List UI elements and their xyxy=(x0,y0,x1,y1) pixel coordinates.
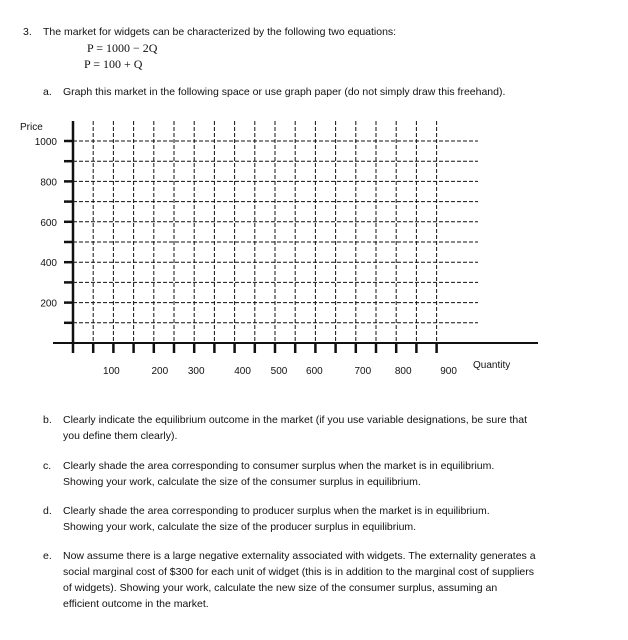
part-letter: c. xyxy=(43,460,52,472)
x-tick-label: 700 xyxy=(354,366,372,377)
y-axis-label: Price xyxy=(20,122,43,133)
y-tick-label: 200 xyxy=(40,298,57,310)
x-tick-label: 500 xyxy=(270,366,288,377)
part-d-text: Clearly shade the area corresponding to producer surplus when the market is in equilibrium. xyxy=(63,505,490,517)
part-b-text: Clearly indicate the equilibrium outcome in the market (if you use variable designations, be sure that xyxy=(63,414,527,426)
x-tick-label: 200 xyxy=(151,366,169,377)
x-tick-label: 600 xyxy=(306,366,323,377)
part-c-text: Showing your work, calculate the size of the consumer surplus in equilibrium. xyxy=(63,476,421,488)
demand-equation: P = 1000 − 2Q xyxy=(87,41,158,55)
part-b-text: you define them clearly). xyxy=(63,430,178,442)
part-letter: b. xyxy=(43,414,52,426)
part-c-text: Clearly shade the area corresponding to consumer surplus when the market is in equilibrium. xyxy=(63,460,495,472)
question-number: 3. xyxy=(23,26,32,38)
part-e-text: efficient outcome in the market. xyxy=(63,598,209,610)
y-tick-label: 800 xyxy=(40,177,57,189)
x-tick-label: 900 xyxy=(440,366,457,377)
y-tick-label: 600 xyxy=(40,217,57,229)
part-d-text: Showing your work, calculate the size of the producer surplus in equilibrium. xyxy=(63,521,417,533)
supply-equation: P = 100 + Q xyxy=(84,57,143,71)
part-letter: e. xyxy=(43,550,52,562)
x-axis-label: Quantity xyxy=(473,360,511,371)
x-tick-label: 800 xyxy=(394,366,412,377)
part-letter: d. xyxy=(43,505,52,517)
part-letter: a. xyxy=(43,86,52,98)
x-tick-label: 400 xyxy=(234,366,251,377)
question-intro: The market for widgets can be characterized by the following two equations: xyxy=(43,26,397,38)
x-tick-label: 300 xyxy=(187,366,205,377)
part-a-text: Graph this market in the following space or use graph paper (do not simply draw this freehand). xyxy=(63,86,506,98)
y-tick-label: 400 xyxy=(40,258,57,270)
y-tick-label: 1000 xyxy=(34,137,57,148)
part-e-text: of widgets). Showing your work, calculate the new size of the consumer surplus, assuming an xyxy=(63,582,498,594)
part-e-text: Now assume there is a large negative externality associated with widgets. The externality generates a xyxy=(63,550,536,562)
x-tick-label: 100 xyxy=(103,366,120,377)
part-e-text: social marginal cost of $300 for each unit of widget (this is in addition to the marginal cost of suppliers xyxy=(63,566,534,578)
